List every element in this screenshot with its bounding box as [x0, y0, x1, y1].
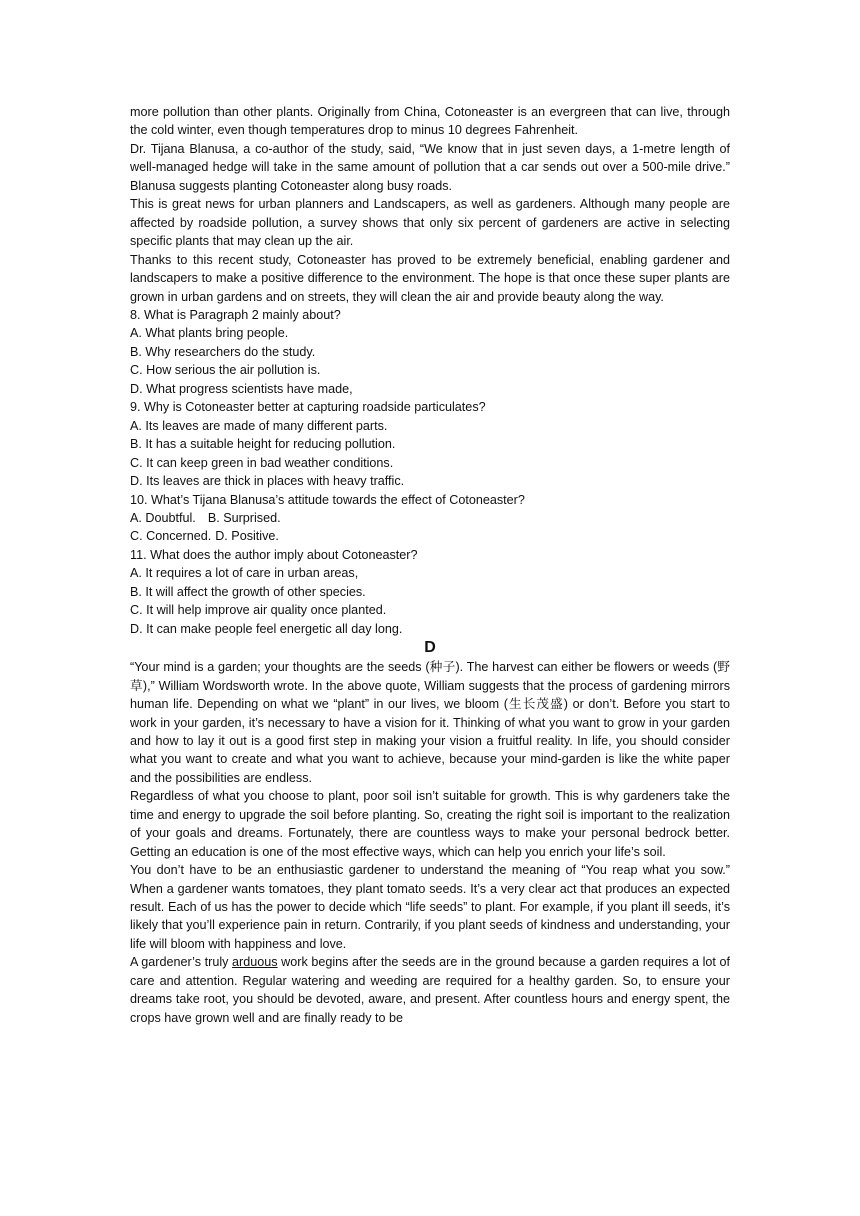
- option-c: C. It will help improve air quality once planted.: [130, 603, 387, 618]
- section-d-paragraph-3: You don’t have to be an enthusiastic gardener to understand the meaning of “You reap what you sow.” When a gardener wants tomatoes, they plant tomato seeds. It’s a very clear act that produces an expected result. Each of us has the power to decide which “life seeds” to plant. For example, if you plant ill seeds, it’s likely that you’ll experience pain in return. Contrarily, if you plant seeds of kindness and understanding, your life will bloom with happiness and love.: [130, 863, 730, 951]
- passage-c-paragraph-3: This is great news for urban planners and Landscapers, as well as gardeners. Although many people are affected by roadside pollution, a survey shows that only six percent of gardeners are active in selecting specific plants that may clean up the air.: [130, 197, 730, 249]
- option-b: B. It will affect the growth of other species.: [130, 584, 366, 599]
- question-stem: 10. What’s Tijana Blanusa’s attitude towards the effect of Cotoneaster?: [130, 492, 525, 507]
- passage-c-paragraph-1: more pollution than other plants. Originally from China, Cotoneaster is an evergreen that can live, through the cold winter, even though temperatures drop to minus 10 degrees Fahrenheit.: [130, 105, 730, 138]
- option-a: A. What plants bring people.: [130, 326, 289, 341]
- question-9: [130, 398, 730, 490]
- text-run: ) or don’t. Before you start to work in your garden, it’s necessary to have a vision for it. Thinking of what you want to grow in your garden and how to lay it out is a good first step in making your vision a fruitful reality. In life, you should consider what you want to create and what you want to achieve, because your mind-garden is like the white paper and the possibilities are endless.: [130, 697, 730, 785]
- section-d-paragraph-2: Regardless of what you choose to plant, poor soil isn’t suitable for growth. This is why gardeners take the time and energy to upgrade the soil before planting. So, creating the right soil is important to the realization of your goals and dreams. Fortunately, there are countless ways to make your personal bedrock better. Getting an education is one of the most effective ways, which can help you enrich your life’s soil.: [130, 789, 730, 859]
- document-page: [130, 103, 730, 1027]
- options-row-ab: [130, 509, 730, 527]
- text-run: work begins after the seeds are in the ground because a garden requires a lot of care and attention. Regular watering and weeding are required for a healthy garden. So, to ensure your dreams take root, you should be devoted, aware, and present. After countless hours and energy spent, the crops have grown well and are finally ready to be: [130, 955, 730, 1025]
- question-stem: 9. Why is Cotoneaster better at capturing roadside particulates?: [130, 400, 486, 415]
- text-run: ). The harvest can either be flowers or weeds (: [455, 660, 718, 675]
- option-d: D. Positive.: [215, 529, 279, 544]
- passage-c-paragraph-4: Thanks to this recent study, Cotoneaster has proved to be extremely beneficial, enabling gardener and landscapers to make a positive difference to the environment. The hope is that once these super plants are grown in urban gardens and on streets, they will clean the air and provide beauty along the way.: [130, 252, 730, 304]
- option-c: C. It can keep green in bad weather conditions.: [130, 455, 394, 470]
- option-a: A. Doubtful.: [130, 510, 196, 525]
- passage-c-paragraph-2: Dr. Tijana Blanusa, a co-author of the study, said, “We know that in just seven days, a 1-metre length of well-managed hedge will take in the same amount of pollution that a car sends out over a 500-mile drive.” Blanusa suggests planting Cotoneaster along busy roads.: [130, 141, 730, 193]
- section-d-paragraph-4: [130, 953, 730, 1027]
- option-b: B. It has a suitable height for reducing pollution.: [130, 437, 396, 452]
- option-b: B. Why researchers do the study.: [130, 344, 316, 359]
- question-8: [130, 306, 730, 398]
- underlined-word: arduous: [232, 955, 278, 970]
- chinese-gloss: 种子: [429, 659, 456, 675]
- option-c: C. How serious the air pollution is.: [130, 363, 321, 378]
- question-stem: 11. What does the author imply about Cotoneaster?: [130, 547, 418, 562]
- text-run: A gardener’s truly: [130, 955, 233, 970]
- option-a: A. It requires a lot of care in urban areas,: [130, 566, 359, 581]
- options-row-cd: [130, 527, 730, 545]
- option-c: C. Concerned.: [130, 529, 212, 544]
- option-b: B. Surprised.: [207, 510, 281, 525]
- question-11: [130, 546, 730, 638]
- text-run: “Your mind is a garden; your thoughts are the seeds (: [130, 660, 430, 675]
- option-d: D. What progress scientists have made,: [130, 381, 353, 396]
- question-10: [130, 491, 730, 546]
- section-d-heading: D: [424, 639, 436, 657]
- question-stem: 8. What is Paragraph 2 mainly about?: [130, 307, 341, 322]
- chinese-gloss: 生长茂盛: [507, 696, 564, 712]
- option-d: D. It can make people feel energetic all day long.: [130, 621, 403, 636]
- chinese-gloss: 野草: [130, 659, 731, 693]
- option-d: D. Its leaves are thick in places with heavy traffic.: [130, 474, 405, 489]
- option-a: A. Its leaves are made of many different parts.: [130, 418, 388, 433]
- text-run: ),” William Wordsworth wrote. In the above quote, William suggests that the process of gardening mirrors human life. Depending on what we “plant” in our lives, we bloom (: [130, 678, 731, 712]
- section-d-paragraph-1: [130, 658, 730, 787]
